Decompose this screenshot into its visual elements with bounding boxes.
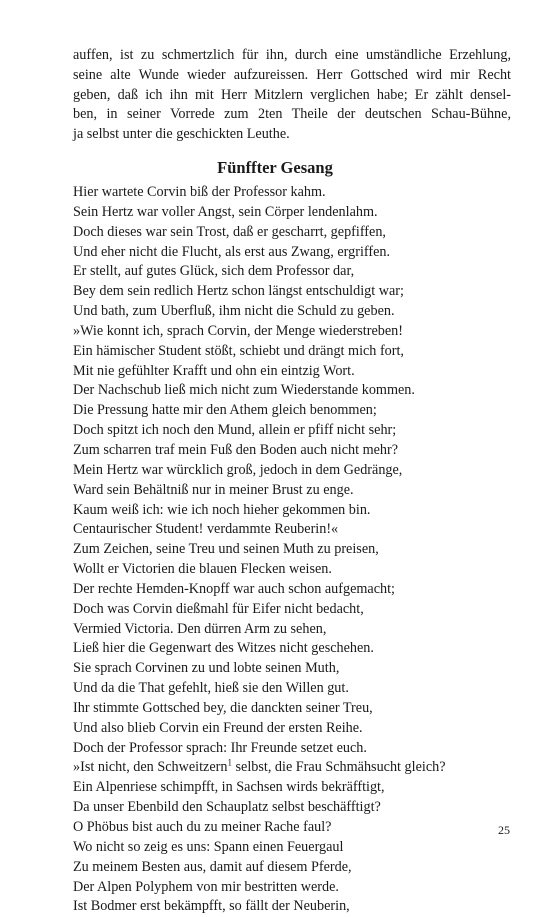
- verse-line: Die Pressung hatte mir den Athem gleich benommen;: [73, 402, 377, 419]
- verse-line: Ein Alpenriese schimpfft, in Sachsen wirds bekräfftigt,: [73, 779, 385, 796]
- verse-line: Zu meinem Besten aus, damit auf diesem Pferde,: [73, 858, 352, 875]
- prose-line: ben, in seiner Vorrede zum 2ten Theile der deutschen Schau-Bühne,: [73, 106, 511, 123]
- verse-line: Wo nicht so zeig es uns: Spann einen Feuergaul: [73, 838, 344, 855]
- verse-line: Hier wartete Corvin biß der Professor kahm.: [73, 184, 326, 200]
- verse-text: »Ist nicht, den Schweitzern: [73, 759, 228, 776]
- prose-line: seine alte Wunde wieder aufzureissen. Herr Gottsched wird mir Recht: [73, 66, 511, 83]
- verse-line: Ihr stimmte Gottsched bey, die danckten seiner Treu,: [73, 699, 373, 716]
- verse-line: Der rechte Hemden-Knopff war auch schon aufgemacht;: [73, 580, 395, 597]
- verse-line: O Phöbus bist auch du zu meiner Rache faul?: [73, 819, 332, 835]
- verse-line: Der Alpen Polyphem von mir bestritten werde.: [73, 878, 339, 895]
- verse-line: Wollt er Victorien die blauen Flecken weisen.: [73, 561, 332, 578]
- verse-line: Und eher nicht die Flucht, als erst aus Zwang, ergriffen.: [73, 243, 391, 260]
- prose-line: geben, daß ich ihn mit Herr Mitzlern verglichen habe; Er zählt densel-: [73, 86, 511, 103]
- verse-line: Bey dem sein redlich Hertz schon längst entschuldigt war;: [73, 283, 404, 300]
- verse-line: Doch was Corvin dießmahl für Eifer nicht bedacht,: [73, 600, 364, 617]
- verse-line: Ließ hier die Gegenwart des Witzes nicht geschehen.: [73, 640, 374, 657]
- prose-paragraph: [73, 46, 511, 145]
- prose-line: auffen, ist zu schmertzlich für ihn, durch eine umständliche Erzehlung,: [73, 47, 511, 63]
- verse-line: »Wie konnt ich, sprach Corvin, der Menge wiederstreben!: [73, 322, 403, 339]
- canto-heading: Fünffter Gesang: [217, 158, 333, 177]
- verse-line: Zum scharren traf mein Fuß den Boden auch nicht mehr?: [73, 441, 399, 458]
- verse-line: Er stellt, auf gutes Glück, sich dem Professor dar,: [73, 263, 355, 280]
- verse-line: Und bath, zum Uberfluß, ihm nicht die Schuld zu geben.: [73, 303, 395, 320]
- verse-line: Mit nie gefühlter Krafft und ohn ein eintzig Wort.: [73, 362, 355, 379]
- verse-line: Und da die That gefehlt, hieß sie den Willen gut.: [73, 680, 349, 697]
- verse-line: Ward sein Behältniß nur in meiner Brust zu enge.: [73, 481, 354, 498]
- verse-line: Der Nachschub ließ mich nicht zum Wiederstande kommen.: [73, 382, 415, 399]
- page-number: 25: [498, 823, 510, 837]
- prose-line: ja selbst unter die geschickten Leuthe.: [73, 126, 290, 143]
- footnote-marker[interactable]: 1: [227, 757, 232, 768]
- verse-line: Mein Hertz war würcklich groß, jedoch in dem Gedränge,: [73, 461, 403, 478]
- verse-line: Doch der Professor sprach: Ihr Freunde setzet euch.: [73, 739, 367, 756]
- verse-block: [73, 183, 518, 917]
- verse-line: Ein hämischer Student stößt, schiebt und drängt mich fort,: [73, 342, 404, 359]
- verse-line: Sein Hertz war voller Angst, sein Cörper lendenlahm.: [73, 203, 378, 220]
- verse-line: Ist Bodmer erst bekämpfft, so fällt der Neuberin,: [73, 898, 350, 915]
- verse-line: Doch spitzt ich noch den Mund, allein er pfiff nicht sehr;: [73, 422, 397, 439]
- verse-line: Kaum weiß ich: wie ich noch hieher gekommen bin.: [73, 501, 371, 518]
- verse-text: selbst, die Frau Schmähsucht gleich?: [231, 759, 446, 776]
- verse-line: Doch dieses war sein Trost, daß er gescharrt, gepfiffen,: [73, 223, 386, 240]
- verse-line: Da unser Ebenbild den Schauplatz selbst beschäfftigt?: [73, 799, 381, 816]
- verse-line: Centaurischer Student! verdammte Reuberin!«: [73, 521, 339, 538]
- verse-line: Sie sprach Corvinen zu und lobte seinen Muth,: [73, 660, 340, 677]
- verse-line-with-footnote: [73, 758, 518, 778]
- verse-line: Vermied Victoria. Den dürren Arm zu sehen,: [73, 620, 327, 637]
- verse-line: Zum Zeichen, seine Treu und seinen Muth zu preisen,: [73, 541, 379, 558]
- verse-line: Und also blieb Corvin ein Freund der ersten Reihe.: [73, 719, 363, 736]
